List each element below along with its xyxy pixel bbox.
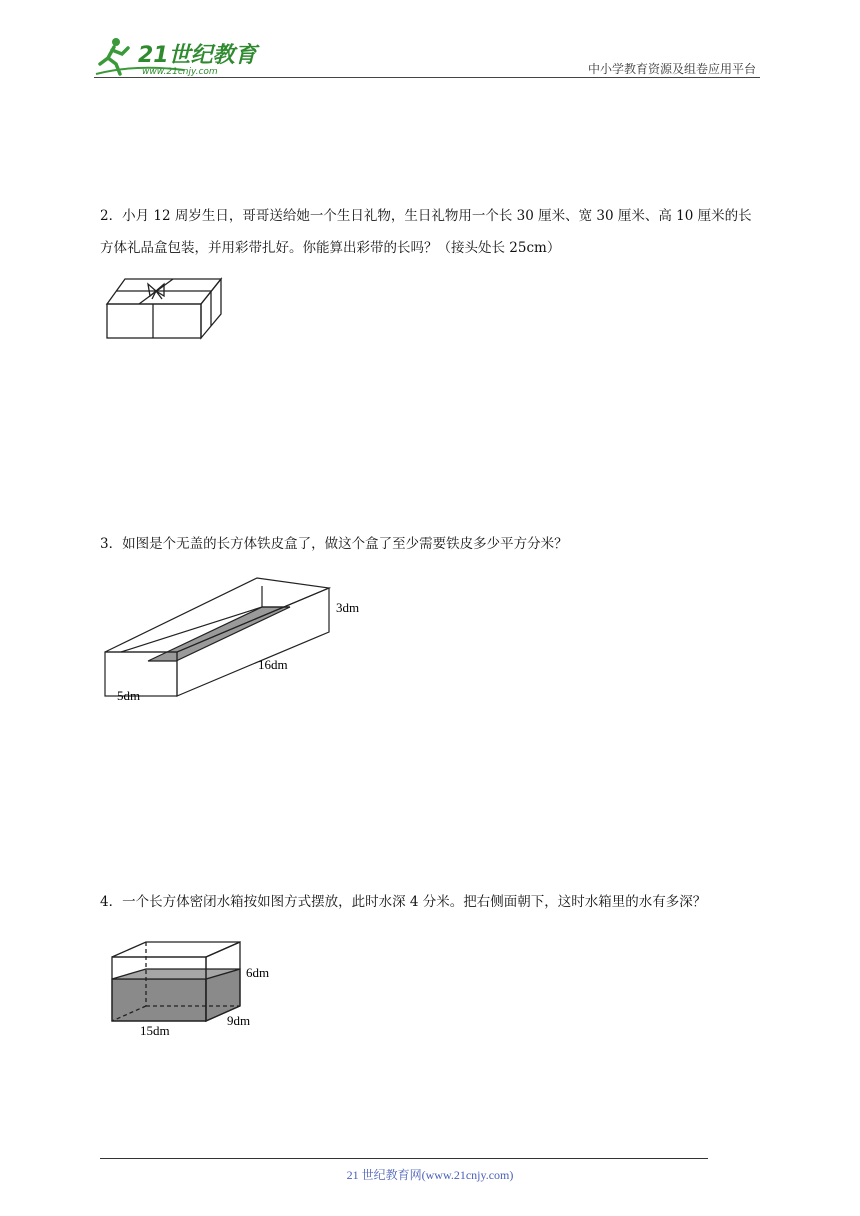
water-tank-figure <box>106 936 286 1046</box>
logo <box>94 34 264 78</box>
q3-length-label: 16dm <box>258 657 288 672</box>
header-platform-text: 中小学教育资源及组卷应用平台 <box>587 62 756 76</box>
question-2-text: 2．小月 12 周岁生日，哥哥送给她一个生日礼物，生日礼物用一个长 30 厘米、宽 30 厘米、高 10 厘米的长方体礼品盒包装，并用彩带扎好。你能算出彩带的长吗？（接头处长 25cm） <box>100 208 752 256</box>
header-divider <box>94 77 760 78</box>
gift-box-figure <box>104 276 224 342</box>
logo-runner-head <box>112 38 120 46</box>
q4-width-label: 9dm <box>227 1013 251 1028</box>
footer-divider <box>100 1158 708 1159</box>
question-3-text: 3．如图是个无盖的长方体铁皮盒了，做这个盒了至少需要铁皮多少平方分米？ <box>100 536 568 552</box>
question-4-text: 4．一个长方体密闭水箱按如图方式摆放，此时水深 4 分米。把右侧面朝下，这时水箱里的水有多深？ <box>100 894 707 910</box>
logo-text: 21世纪教育 <box>138 43 257 68</box>
page-header <box>94 32 760 78</box>
footer-text: 21 世纪教育网(www.21cnjy.com) <box>346 1168 514 1182</box>
logo-url: www.21cnjy.com <box>142 67 218 77</box>
q3-width-label: 5dm <box>117 688 141 703</box>
q3-height-label: 3dm <box>336 600 360 615</box>
q4-length-label: 15dm <box>140 1023 170 1038</box>
q4-height-label: 6dm <box>246 965 270 980</box>
open-box-figure <box>100 572 380 708</box>
